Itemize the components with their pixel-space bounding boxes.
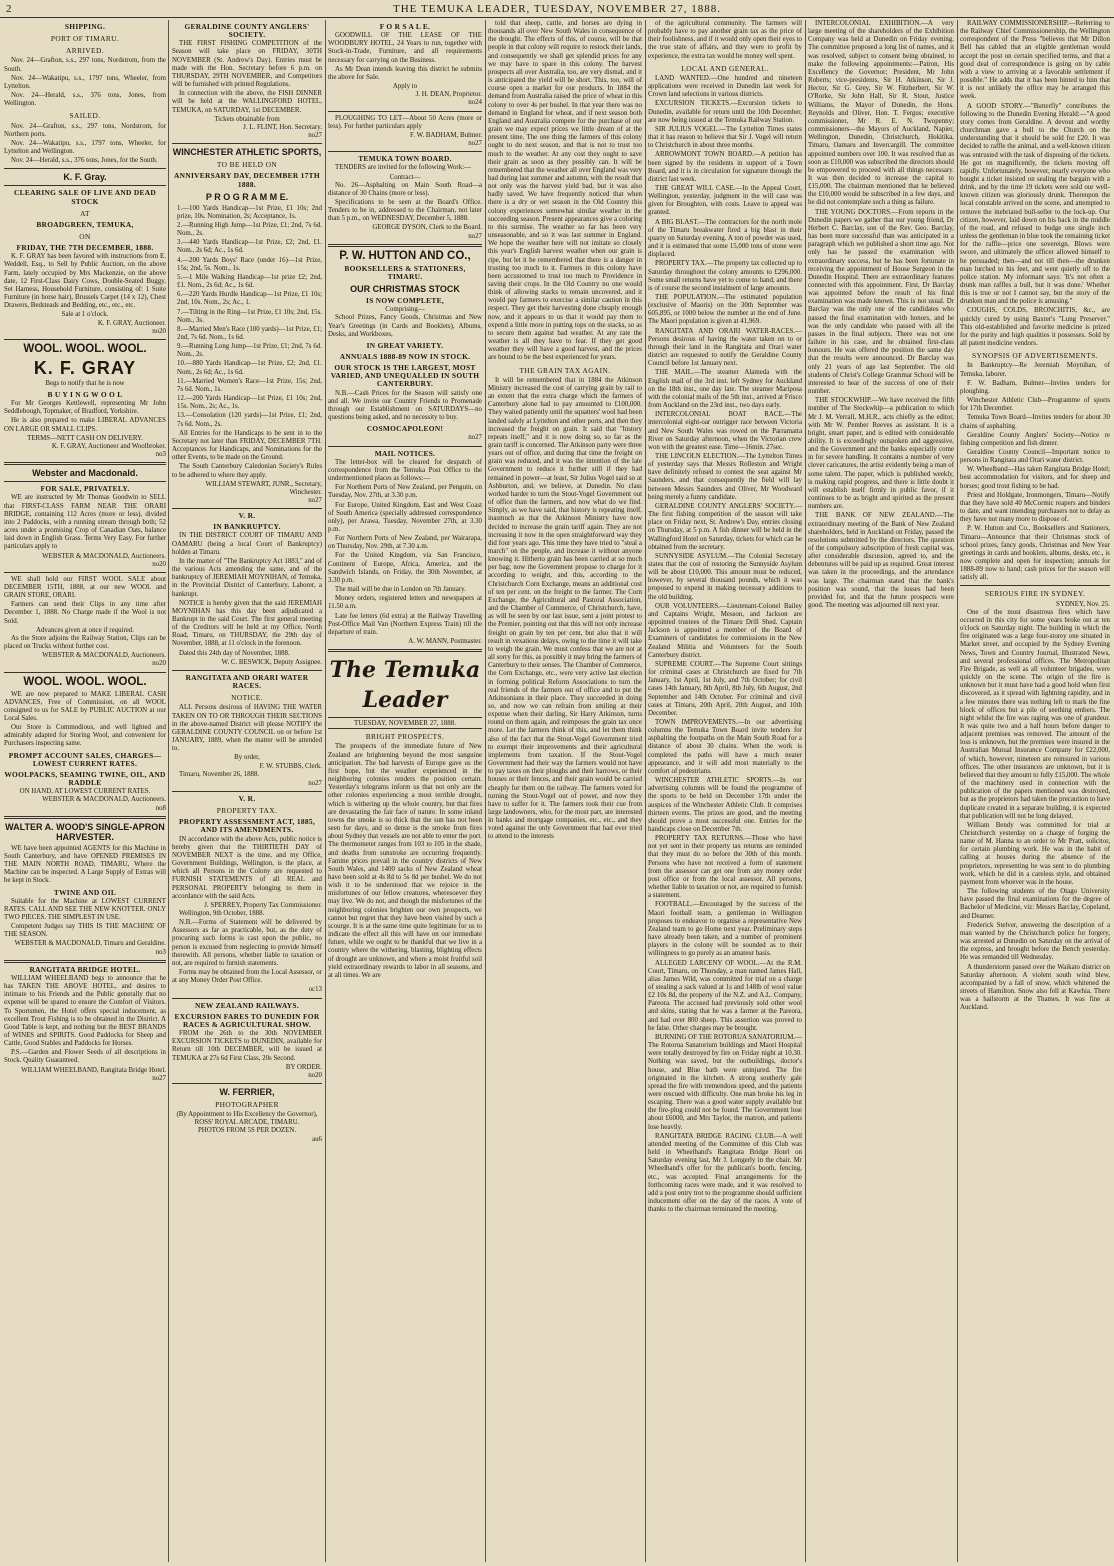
paragraph: For Northern Ports of New Zealand, per Wairarapa, on Thursday, Nov. 29th, at 7.30 a.m. — [328, 535, 482, 551]
signature: WEBSTER & MACDONALD, Auctioneers. — [42, 652, 166, 660]
rule — [4, 185, 166, 186]
column-1 — [4, 20, 166, 1562]
centered-line: (By Appointment to His Excellency the Governor), — [176, 1111, 318, 1119]
heading: WOOLPACKS, SEAMING TWINE, OIL, AND RADDLE — [4, 769, 166, 788]
centered-line: PHOTOS FROM 5S PER DOZEN. — [197, 1127, 297, 1135]
programme-item: 2.—Running High Jump—1st Prize, £1; 2nd, 7s 6d. Nom., 2s. — [177, 221, 322, 238]
signature: GEORGE DYSON, Clerk to the Board. — [372, 224, 482, 232]
signature: WILLIAM STEWART, JUNR., Secretary, Winchester. — [205, 480, 322, 496]
paragraph: A BIG BLAST.—The contractors for the north mole of the Timaru breakwater fired a big blast in their quarry on Saturday evening. A ton of powder was used, and it is estimated that some 15,000 tons of stone were displaced. — [648, 218, 802, 259]
centered-line: Apply to — [392, 83, 418, 91]
heading: NEW ZEALAND RAILWAYS. — [195, 1000, 299, 1010]
subheading: SERIOUS FIRE IN SYDNEY. — [984, 589, 1086, 599]
paragraph: SIR JULIUS VOGEL.—The Lyttelton Times states that it has reason to believe that Sir J. Vogel will return to Christchurch in about three months. — [648, 125, 802, 150]
paragraph: Nov. 24—Wakatipu, s.s., 1797 tons, Wheeler, for Lyttelton and Wellington. — [4, 139, 166, 156]
paragraph: THE YOUNG DOCTORS.—From reports in the Dunedin papers we gather that our young friend, Dr Herbert C. Barclay, son of the Rev. Geo. Barclay, has been more successful than was anticipated in a paragraph which we published a short time ago. Not only has he passed the examination with extraordinary success, but he has been fortunate in receiving the appointment of House Surgeon in the Dunedin Hospital. There are extraordinary features connected with this appointment. First, Dr Barclay was appointed before the result of his final examination was made known. This is not usual. Dr Barclay was the only one of the candidates who passed the final examination with honors, and he was the only candidate who passed with all the passes in the final subjects. There was not one failure in his case, and he obtained first-class honours. He was offered the position the same day that the results were announced. Dr Barclay was only 21 years of age last September. The old students of Christ's College Grammar School will be interested to hear of the success of one of their number. — [808, 208, 954, 396]
ad-code: no27 — [308, 132, 322, 140]
programme-item: 1.—100 Yards Handicap—1st Prize, £1 10s; 2nd prize, 10s. Nomination, 2s; Acceptance, 1s. — [177, 204, 322, 220]
paragraph: Nov. 24—Grafton, s.s., 297 tons, Nordstrom, from the South. — [4, 57, 166, 73]
display-name: K. F. GRAY — [33, 357, 137, 378]
signature: BY ORDER. — [285, 1063, 322, 1071]
paragraph: Competent Judges say THIS IS THE MACHINE OF THE SEASON. — [4, 923, 166, 939]
paragraph: FROM the 26th to the 30th NOVEMBER EXCURSION TICKETS to DUNEDIN, available for Return till 10th DECEMBER, will be issued at TEMUKA at 27s 6d First Class, 20s Second. — [172, 1030, 322, 1062]
ad-code: no20 — [152, 327, 166, 335]
column-divider — [485, 20, 486, 1562]
heading: ANNUALS 1888-89 NOW IN STOCK. — [339, 352, 471, 361]
signature: J. H. DEAN, Proprietor. — [415, 91, 482, 99]
header-rule — [0, 17, 1114, 18]
signature: J. L. FLINT, Hon. Secretary. — [243, 123, 322, 131]
rule — [328, 244, 482, 247]
paragraph: ALL Persons desirous of HAVING THE WATER TAKEN ON TO OR THROUGH THEIR SECTIONS in the above-named District will please NOTIFY the GERALDINE COUNTY COUNCIL on or before 1st JANUARY, 1889, when the matter will be attended to. — [172, 704, 322, 753]
paragraph: F. W. Badham, Bulmer—Invites tenders for ploughing. — [960, 379, 1110, 395]
programme-item: 9.—Running Long Jump—1st Prize, £1; 2nd, 7s 6d. Nom., 2s. — [177, 343, 322, 359]
paragraph: SUNNYSIDE ASYLUM.—The Colonial Secretary states that the cost of restoring the Sunnyside Asylum will be about £10,000. This amount must be reduced, however, by several thousand pounds, which it was proposed to expend in making necessary additions to the old building. — [648, 552, 802, 601]
heading: B U Y I N G W O O L — [47, 390, 123, 399]
ad-code: no24 — [468, 99, 482, 107]
paragraph: WE have been appointed AGENTS for this Machine in South Canterbury, and have OPENED PREMISES IN THE MAIN NORTH ROAD, TIMARU, Where the Machine can be inspected. A Large Supply of Extras will be kept in Stock. — [4, 844, 166, 885]
paragraph: BURNING OF THE ROTORUA SANATORIUM.—The Rotorua Sanatorium buildings and Maori Hospital were totally destroyed by fire on Friday night at 10.30. Nothing was saved, but the outbuildings, doctor's house, and Blue bath were uninjured. The fire originated in the kitchen. A strong southerly gale spread the fire with tremendous speed, and the patients were rescued with difficulty. One man broke his leg in escaping. There was a good water supply available but the fire-plug could not be found. The Government lose about £6000, and Mrs Taylor, the matron, and patients lose heavily. — [648, 1033, 802, 1131]
paragraph: Late fee letters (6d extra) at the Railway Travelling Post-Office Mail Van (Northern Express Train) till the departure of train. — [328, 612, 482, 636]
paragraph: WE are now prepared to MAKE LIBERAL CASH ADVANCES, Free of Commission, on all WOOL consigned to us for SALE by PUBLIC AUCTION at our Local Sales. — [4, 690, 166, 722]
rule — [4, 339, 166, 340]
heading: ANNIVERSARY DAY, DECEMBER 17TH 1888. — [174, 171, 320, 189]
heading: COSMOCAPOLEON! — [366, 424, 444, 434]
rule — [328, 151, 482, 152]
rule — [4, 816, 166, 819]
subheading: ON — [79, 231, 91, 241]
rule — [960, 585, 1110, 586]
rule — [172, 508, 322, 509]
paragraph: Specifications to be seen at the Board's Office. Tenders to be in, addressed to the Chairman, not later than 5 p.m., on WEDNESDAY, December 5, 1888. — [328, 198, 482, 223]
column-divider — [168, 20, 169, 1562]
paragraph: In connection with the above, the FISH DINNER will be held at the WALLINGFORD HOTEL, TEMUKA, on SATURDAY, 1st DECEMBER. — [172, 90, 322, 114]
paragraph: ALLEGED LARCENY OF WOOL.—At the R.M. Court, Timaru, on Thursday, a man named James Hall, alias James Wild, was committed for trial on a charge of stealing a sack valued at 1s and 148lb of wool value £2 10s 8d, the property of the N.Z. and A.L. Company, Pareora. The accused had previously sold other wool and skins, stating that he was a farmer at the Pareora, and had over 800 sheep. This assertion was proved to be false. Other charges may be brought. — [648, 959, 802, 1032]
signature: WEBSTER & MACDONALD, Auctioneers. — [42, 796, 166, 804]
paragraph: WILLIAM WHEELBAND begs to announce that he has TAKEN THE ABOVE HOTEL, and desires to intimate to his Friends and the Public generally that no expense will be spared to ensure the Comfort of Visitors. To Sportsmen, the Hotel offers special inducement, as excellent Trout Fishing is to be obtained in the District. A Good Table is kept, and nothing but the BEST BRANDS of WINES and SPIRITS. Good Paddocks for Sheep and Cattle, Good Stables and Paddocks for Horses. — [4, 974, 166, 1048]
paragraph: The letter-box will be cleared for despatch of correspondence from the Temuka Post Office to the undermentioned places as follows:— — [328, 458, 482, 483]
ad-code: no3 — [155, 948, 166, 956]
paragraph: ARROWMONT TOWN BOARD.—A petition has been signed by the residents in support of a Town Board, and it is in circulation for signature through the district last week. — [648, 151, 802, 183]
paragraph: For Mr Georges Kettlewell, representing Mr John Seddlebough, Topmaker, of Bradford, Yorkshire. — [4, 400, 166, 416]
rule — [4, 168, 166, 169]
ad-code: no27 — [468, 140, 482, 148]
page-header — [0, 0, 1114, 18]
paragraph: William Bendy was committed for trial at Christchurch yesterday on a charge of forging the name of M. Hanna to an order to Mr Pratt, solicitor, for certain plumbing work. He was in the habit of calling at houses during the absence of the proprietors, representing he was sent to do plumbing work, which he did in a careless style, and obtained payment from whoever was in the house. — [960, 821, 1110, 886]
paragraph: COUGHS, COLDS, BRONCHITIS, &c., are quickly cured by using Baxter's "Lung Preserver." This old-established and favorite medicine is prized for the purity and high qualities it possesses. Sold by all patent medicine vendors. — [960, 307, 1110, 348]
signature: K. F. GRAY, Auctioneer and Woolbroker. — [51, 442, 166, 450]
paragraph: Our Store is Commodious, and well lighted and admirably adapted for Storing Wool, and convenient for Purchasers inspecting same. — [4, 724, 166, 748]
paragraph: THE GREAT WILL CASE.—In the Appeal Court, Wellington, yesterday, judgment in the will case was given for Broughton, with costs. Leave to appeal was granted. — [648, 184, 802, 217]
programme-item: 8.—Married Men's Race (100 yards)—1st Prize, £1; 2nd, 7s 6d. Nom., 1s 6d. — [177, 325, 322, 341]
display-heading: WALTER A. WOOD'S SINGLE-APRON HARVESTER. — [5, 821, 165, 842]
ad-code: oc13 — [308, 986, 322, 994]
running-title: THE TEMUKA LEADER, TUESDAY, NOVEMBER 27, 1888. — [393, 3, 721, 15]
programme-item: 12.—200 Yards Handicap—1st Prize, £1 10s; 2nd, 15s. Nom., 2s; Ac., 1s. — [177, 395, 322, 411]
heading: FOR SALE, PRIVATELY. — [40, 484, 130, 494]
paragraph: of the agricultural community. The farmers will probably have to pay another grain tax as the price of their foolishness, and if it would only open their eyes to the true state of affairs, and they were to profit by experience, the extra tax would be money well spent. — [648, 20, 802, 60]
subheading: THE GRAIN TAX AGAIN. — [519, 365, 611, 375]
heading: TWINE AND OIL — [53, 887, 117, 897]
signature: F. W. BADHAM, Bulmer. — [410, 131, 482, 139]
paragraph: The following students of the Otago University have passed the final examinations for the degree of Bachelor of Medicine, viz: Messrs Barclay, Copeland, and Deamer. — [960, 888, 1110, 920]
ad-code: no27 — [308, 779, 322, 787]
paragraph: Nov. 24—Herald, s.s., 376 tons, Jones, from Wellington. — [4, 92, 166, 108]
paragraph: Nov. 24—Grafton, s.s., 297 tons, Nordstrom, for Northern ports. — [4, 122, 166, 138]
paragraph: NOTICE is hereby given that the said JEREMIAH MOYNIHAN has this day been adjudicated a Bankrupt in the said Court. The first general meeting of the Creditors will be held at my Office, North Road, Timaru, on THURSDAY, the 29th day of November, 1888, at 11 o'clock in the forenoon. — [172, 599, 322, 648]
subheading: NOTICE. — [231, 693, 263, 703]
paragraph: RANGITATA AND ORARI WATER-RACES.—Persons desirous of having the water taken on to or through their land in the Rangitata and Orari water district are requested to notify the Geraldine County Council before 1st January next. — [648, 327, 802, 368]
heading: IS NOW COMPLETE, — [366, 296, 444, 306]
ad-code: no20 — [308, 1071, 322, 1079]
centered-line: Begs to notify that he is now — [45, 379, 125, 387]
heading: OUR STOCK IS THE LARGEST, MOST VARIED, AND UNEQUALLED IN SOUTH CANTERBURY. — [330, 363, 480, 389]
heading: MAIL NOTICES. — [374, 448, 436, 458]
column-divider — [805, 20, 806, 1562]
subheading: TO BE HELD ON — [216, 160, 278, 170]
paragraph: K. F. GRAY has been favored with instructions from E. Weddell, Esq., to Sell by Public Auction, on the above Farm, lately occupied by Mrs Mackenzie, on the above date, 12 First-Class Dairy Cows, Double-Seated Buggy, Set Harness, Household Furniture, consisting of: 1 Suite Furniture (in horse hair), Brussels Carpet (14 x 12), Chest Drawers, Bedsteads and Bedding, etc., etc., etc. — [4, 253, 166, 310]
rule — [172, 670, 322, 671]
paragraph: N.B.—Forms of Statement will be delivered by Assessors as far as practicable, but, as the duty of procuring such forms is cast upon the public, no person is excused from neglecting to provide himself therewith. All persons, whether liable to taxation or not, are required to furnish statements. — [172, 919, 322, 967]
paragraph: Nov. 24—Herald, s.s., 376 tons, Jones, for the South. — [11, 157, 158, 165]
paragraph: Forms may be obtained from the Local Assessor, or at any Money Order Post Office. — [172, 969, 322, 985]
subheading: PORT OF TIMARU. — [50, 34, 120, 44]
signature: WEBSTER & MACDONALD, Auctioneers. — [42, 552, 166, 560]
subheading: BRIGHT PROSPECTS. — [365, 732, 445, 742]
paragraph: The mail will be due in London on 7th January. — [335, 586, 466, 594]
rule — [172, 143, 322, 144]
paragraph: It will be remembered that in 1884 the Atkinson Ministry increased the cost of carrying grain by rail to an extent that the extra charge which the farmers of Canterbury alone had to pay amounted to £100,000. They waited patiently until the squatters' wool had been landed safely at Lyttelton and other ports, and then they increased the freight on grain. It said that "history repeats itself," and it is now doing so, so far as the grain tariff is concerned. The Atkinson party were three years out of office, and during that time the freight on grain was reduced, and it was the intention of the late Government to reduce it further still if they had remained in power—at least, Sir Julius Vogel said so at Ashburton, and, we believe, at Dunedin. No class worked harder to turn the Stout-Vogel Government out of office than the farmers, and now what do we find. Simply, as we have said, that history is repeating itself, inasmuch as that the Atkinson Ministry have now decided to increase the grain tariff again. They are not increasing it now in the open straightforward way they did four years ago. This time they have tried to "steal a march" on the people, and increase it without anyone knowing it. Hitherto grain has been carried at so much per bag; now the Government propose to charge for it according to weight, and this, according to the Christchurch Corn Exchange, means an additional cost of ten per cent. on the freight to the farmer. The Corn Exchange, the Agricultural and Pastoral Association, and the Chamber of Commerce, of Christchurch, have, as will be seen by our last issue, sent a joint protest to the Premier, pointing out that this will not only increase freight on grain by ten per cent, but also that it will result in vexatious delays, owing to the time it will take to weigh the grain. We must confess that we are not at all sorry for this, as possibly it may bring the farmers of Canterbury to their senses. The Chamber of Commerce, the Corn Exchange, etc., were very active last election in forming political Reform Associations to turn the real friends of the farmers out of office and to put the Atkinsonians in their place. They succeeded in doing so, and now we can refrain from smiling at their expense when their darling, Sir Harry Atkinson, turns round on them again, and reimposes the grain tax once more. Let the farmers think of this, and let them think also of the fact that the Stout-Vogel Government tried to exempt their improvements and their agricultural implements from taxation. If the Stout-Vogel Government had their way the farmers would not have to pay taxes on their ploughs and their harrows, or their houses or their fences, and their grain would be carried cheaply for them on the railway. The farmers voted for turning the Stout-Vogel out of power, and now they have to suffer for it. The farmers took their cue from large landowners, who, for the most part, are interested in banks and mortgage companies, etc., etc., and they voted against the only Government that had ever tried to attend to the interests — [488, 376, 642, 841]
rule — [172, 1083, 322, 1084]
paragraph: As Mr Dean intends leaving this district he submits the above for Sale. — [328, 65, 482, 81]
paragraph: WE are instructed by Mr Thomas Goodwin to SELL that FIRST-CLASS FARM NEAR THE ORARI BRIDGE, containing 112 Acres (more or less), divided into 2 Paddocks, with a running stream through both; 52 acres under a promising Crop of Canadian Oats, balance laid down in English Grass. Terms Very Easy. For further particulars apply to — [4, 494, 166, 551]
column-divider — [325, 20, 326, 1562]
paragraph: TOWN IMPROVEMENTS.—In our advertising columns the Temuka Town Board invite tenders for asphalting the footpaths on the Main South Road for a distance of about 30 chains. When the work is completed the paths will have a much neater appearance, and it will add most materially to the comfort of pedestrians. — [648, 718, 802, 775]
rule — [4, 481, 166, 482]
ad-code: no20 — [152, 560, 166, 568]
paragraph: In the matter of "The Bankruptcy Act 1883," and of the various Acts amending the same, and of the bankruptcy of JEREMIAH MOYNIHAN, of Temuka, in the Provincial District of Canterbury, Laborer, a bankrupt. — [172, 557, 322, 598]
paragraph: All Entries for the Handicaps to be sent in to the Secretary not later than FRIDAY, DECEMBER 7TH. Acceptances for Handicaps, and Nominations for the other Events, to be made on the Ground. — [172, 429, 322, 462]
paragraph: THE BANK OF NEW ZEALAND.—The extraordinary meeting of the Bank of New Zealand shareholders, held in Auckland on Friday, passed the resolutions submitted by the directors. The question of the compulsory subscription of fresh capital was, after considerable discussion, agreed to, and the debentures will be paid up as required. Great interest was taken in the proceedings, and the attendance was large. The chairman stated that the bank's position was sound, that the losses had been provided for, and that the future prospects were good. The meeting was adjourned till next year. — [808, 512, 954, 610]
paragraph: EXCURSION TICKETS.—Excursion tickets to Dunedin, available for return until the 10th December, are now being issued at the Temuka Railway Station. — [648, 100, 802, 124]
centered-line: Advances given at once if required. — [36, 626, 134, 634]
paragraph: The prospects of the immediate future of New Zealand are brightening beyond the most sanguine anticipation. The bad harvests of Europe gave us the first hope, but the weather experienced in the neighboring colonies renders the position certain. Yesterday's telegrams inform us that not only are the other colonies experiencing a most terrible drought, which is withering up the whole country, but that fires are devastating the fair face of nature. In some inland towns the smoke is so thick that the sun has not been seen for days, and so dense is the smoke from fires about Sydney that vessels are not able to enter the port. The thermometer ranges from 103 to 105 in the shade, and deaths from sunstroke are occurring frequently. Famine prices prevail in the country districts of New South Wales, and 1400 sacks of New Zealand wheat have been sold at 4s 8d to 5s 8d per bushel. We do not wish it to be understood that we rejoice in the misfortunes of our fellow creatures, wheresoever they may live. We do not, and though the misfortunes of the neighboring colonies brighten our own prospects, we cannot but regret that they have been visited by such a scourge. It is at the same time quite legitimate for us to indicate the effect all this will have on our immediate future, while we ought to be thankful that we live in a country where the withering, blasting, blighting effects of drought are unknown, and where a moist fruitful soil yield extraordinary rewards to labor in all seasons, and at all times. We are — [328, 743, 482, 979]
heading: TEMUKA TOWN BOARD. — [358, 154, 452, 164]
ad-code: no3 — [155, 451, 166, 459]
subheading: AT — [80, 208, 90, 218]
programme-item: 6.—220 Yards Hurdle Handicap—1st Prize, £1 10s; 2nd, 10s. Nom., 2s; Ac., 1. — [177, 291, 322, 307]
paragraph: SUPREME COURT.—The Supreme Court sittings for criminal cases at Christchurch are fixed for 7th January, 1st April, 1st July, and 7th October; for civil cases 14th January, 8th April, 8th July, 6th August, 2nd September and 14th October. For criminal and civil cases at Timaru, 20th April, 20th August, and 10th December. — [648, 660, 802, 717]
subheading: LOCAL AND GENERAL. — [681, 63, 769, 73]
paragraph: N.B.—Cash Prices for the Season will satisfy one and all. We invite our Country Friends to Promenade through our Establishment on SATURDAYS—no questions being asked, and no necessity to buy. — [328, 389, 482, 422]
paragraph: As the Store adjoins the Railway Station, Clips can be placed on Trucks without further cost. — [4, 634, 166, 651]
paragraph: Winchester Athletic Club—Programme of sports for 17th December. — [960, 397, 1110, 413]
display-heading: WINCHESTER ATHLETIC SPORTS, — [172, 147, 322, 158]
rule — [172, 791, 322, 792]
rule — [4, 672, 166, 673]
paragraph: Wellington, 9th October, 1888. — [179, 910, 265, 917]
heading: BROADGREEN, TEMUKA, — [36, 219, 134, 229]
programme-item: 3.—440 Yards Handicap—1st Prize, £2; 2nd, £1. Nom., 2s 6d; Ac., 1s 6d. — [177, 239, 322, 255]
paragraph: THE LINCOLN ELECTION.—The Lyttelton Times of yesterday says that Messrs Rolleston and Wright have definitely refused to contest the seat against Mr Saunders, and that consequently the field will lay between Messrs Saunders and Oliver, Mr Woodward being merely a funny candidate. — [648, 452, 802, 501]
programme-item: 10.—880 Yards Handicap—1st Prize, £2; 2nd, £1. Nom., 2s 6d; Ac., 1s 6d. — [177, 360, 322, 376]
paragraph: IN accordance with the above Acts, public notice is hereby given that the THIRTIETH DAY of NOVEMBER NEXT is the time, and my Office, Government Buildings, Wellington, is the place, at which all Persons in the Colony are requested to FURNISH STATEMENTS of all REAL and PERSONAL PROPERTY belonging to them in accordance with the said Acts. — [172, 835, 322, 900]
subheading: PHOTOGRAPHER — [215, 1099, 279, 1109]
programme-item: 5.—1 Mile Walking Handicap—1st prize £2; 2nd, £1. Nom., 2s 6d; Ac., 1s 6d. — [177, 273, 322, 290]
signature: J. SPERREY, Property Tax Commissioner. — [204, 901, 322, 909]
paragraph: FOOTBALL.—Encouraged by the success of the Maori football team, a gentleman in Wellington proposes to endeavor to organise a representative New Zealand team to go Home next year. Preliminary steps have already been taken, and a number of prominent players in the colony will be sounded as to their willingness to go purely as an amateur basis. — [648, 901, 802, 958]
subheading: SAILED. — [69, 111, 101, 121]
ad-code: no27 — [152, 1074, 166, 1082]
rule — [4, 462, 166, 465]
programme-item: 4.—200 Yards Boys' Race (under 16)—1st Prize, 15s; 2nd, 5s. Nom., 1s. — [177, 256, 322, 272]
centered-line: By order, — [234, 754, 260, 762]
ad-code: no20 — [152, 660, 166, 668]
paragraph: For Europe, United Kingdom, East and West Coast of South America (specially addressed correspondence only), per Arawa, Tuesday, November 27th, at 3.30 p.m. — [328, 501, 482, 533]
rule — [172, 998, 322, 999]
column-2 — [172, 20, 322, 1562]
subheading: ARRIVED. — [66, 46, 104, 56]
heading: SHIPPING. — [64, 22, 106, 31]
ad-code: no27 — [468, 434, 482, 442]
ad-code: no27 — [308, 496, 322, 504]
paragraph: Nov. 24—Wakatipu, s.s., 1797 tons, Wheeler, from Lyttelton. — [4, 74, 166, 90]
centered-line: Sale at 1 o'clock. — [61, 311, 109, 319]
paragraph: GERALDINE COUNTY ANGLERS' SOCIETY.—The first fishing competition of the season will take place on Friday next, St. Andrew's Day, entries closing on Thursday, at 5 p.m. A fish dinner will be held in the Wallingford Hotel on Saturday, tickets for which can be obtained from the secretary. — [648, 502, 802, 551]
paragraph: INTERCOLONIAL BOAT RACE.—The intercolonial eight-oar outrigger race between Victoria and New South Wales was rowed on the Parramatta River on Saturday afternoon, when the Victorian crew won with the greatest ease. Time—16min. 27sec. — [648, 411, 802, 451]
paragraph: The South Canterbury Caledonian Society's Rules to be adhered to where they apply. — [172, 463, 322, 479]
heading: RANGITATA AND ORARI WATER RACES. — [185, 672, 309, 691]
heading: F O R S A L E. — [379, 22, 431, 31]
programme-item: 11.—Married Women's Race—1st Prize, 15s; 2nd, 7s 6d. Nom., 1s. — [177, 377, 322, 393]
heading: EXCURSION FARES TO DUNEDIN FOR RACES & AGRICULTURAL SHOW. — [174, 1011, 320, 1029]
paragraph: PLOUGHING TO LET—About 50 Acres (more or less). For further particulars apply — [328, 114, 482, 130]
subheading: SYNOPSIS OF ADVERTISEMENTS. — [972, 351, 1098, 361]
paragraph: P. W. Hutton and Co., Booksellers and Stationers, Timaru—Announce that their Christmas stock of school prizes, fancy goods, Christmas and New Year greetings in cards and booklets, albums, desks, etc., is now complete and open for inspection; annuals for 1888-89 now to hand; cash prices for the season will satisfy all. — [960, 525, 1110, 582]
centered-line: TERMS—NETT CASH ON DELIVERY. — [27, 434, 143, 442]
paragraph: For Northern Ports of New Zealand, per Penguin, on Tuesday, Nov. 27th, at 3.30 p.m. — [328, 484, 482, 500]
paragraph: Farmers can send their Clips in any time after December 1, 1888. No Charge made if the Wool is not Sold. — [4, 601, 166, 625]
paragraph: LAND WANTED.—One hundred and nineteen applications were received in Dunedin last week for Crown land selections in various districts. — [648, 74, 802, 99]
signature: W. C. BESWICK, Deputy Assignee. — [221, 658, 322, 666]
display-heading: Webster and Macdonald. — [32, 468, 138, 479]
paragraph: For the United Kingdom, via San Francisco, Continent of Europe, Africa, America, and the Sandwich Islands, on Friday, the 30th November, at 3.30 p.m. — [328, 552, 482, 584]
paragraph: Suitable for the Machine at LOWEST CURRENT RATES. CALL AND SEE THE NEW KNOTTER. ONLY TWO PIECES. THE SIMPLEST IN USE. — [4, 897, 166, 921]
paragraph: P.S.—Garden and Flower Seeds of all descriptions in Stock. Quality Guaranteed. — [4, 1049, 166, 1065]
heading: V. R. — [238, 511, 256, 521]
heading: IN BANKRUPTCY. — [213, 522, 281, 532]
rule — [328, 649, 482, 652]
centered-line: Tickets obtainable from — [214, 115, 280, 123]
paragraph: One of the most disastrous fires which have occurred in this city for some years broke out at ten o'clock on Saturday night. The building in which the fire originated was a large four-storey one situated in Market street, and occupied by the Sydney Evening News, Town and Country Journal, Illustrated News, and several professional offices. The Metropolitan Fire Brigade, as well as all volunteer brigades, were quickly on the scene. The origin of the fire is unknown but it must have had a good hold when first discovered, as it spread with lightning rapidity, and in a few minutes there was nothing left to mark the fine block of offices but a pile of seething embers. The night whilst the fire was raging was one of grandeur. It was quite two and a half hours before danger to adjacent premises was removed. The amount of the loss is unknown, but the premises were insured in the Australian Mutual Insurance Company for £22,000, of which, however, nineteen are reinsured in various offices. The other insurances are unknown, but it is believed that they amount to fully £15,000. The whole of the machinery used in connection with the publication of the papers mentioned was destroyed, but as the proprietors had taken the precaution to have duplicate created in a separate building, it is expected that publication will not be long delayed. — [960, 608, 1110, 820]
paragraph: RANGITATA BRIDGE RACING CLUB.—A well attended meeting of the Committee of this Club was held in Wheelband's Rangitata Bridge Hotel on Saturday evening last, Mr J. Longerly in the chair. Mr Wheelband's offer for the publican's booth, fencing, etc., was accepted. Final arrangements for the forthcoming races were made, and it was resolved to add a post entry trot to the programme should sufficient inducement offer on the day of the races. A vote of thanks to the chairman terminated the meeting. — [648, 1132, 802, 1214]
paragraph: No. 26—Asphalting on Main South Road—a distance of 30 Chains (more or less). — [328, 181, 482, 197]
issue-date: TUESDAY, NOVEMBER 27, 1888. — [328, 717, 482, 729]
paragraph: INTERCOLONIAL EXHIBITION.—A very large meeting of the shareholders of the Exhibition Company was held at Dunedin on Friday evening. The committee proposed a long list of names, and it was resolved, subject to consent being obtained, to make the following appointments:—Patron, His Excellency the Governor; President, Mr John Roberts; vice-presidents, Sir H. Atkinson, Sir J. Hector, Sir G. Grey, Sir W. Fitzherbert, Sir W. O'Rorke, Sir John Hall, Sir R. Stout, Justice Williams, the Mayor of Dunedin, the Hons. Reynolds and Oliver, Hon. T. Fergus; executive commissioner, Mr R. E. N. Twopenny; commissioners—the Mayors of Auckland, Napier, Wellington, Dunedin, Christchurch, Hokitika, Timaru, Oamaru and Invercargill. The committee appointed numbers over 100. It was resolved that as soon as £10,000 was subscribed the directors should be empowered to proceed with all things necessary. It was then decided to increase the capital to £15,000. The chairman mentioned that he believed the £10,000 would be subscribed in a few days, and he did not contemplate such a thing as failure. — [808, 20, 954, 207]
column-divider — [957, 20, 958, 1562]
paragraph: A GOOD STORY.—"Butterfly" contributes the following to the Dunedin Evening Herald:—"A good story comes from Geraldine. A devout and worthy churchman gave a bull to the Church on the understanding that it should be sold for £20. It was decided to raffle the animal, and a well-known citizen was entrusted with the task of disposing of the tickets. He got on magnificently, the tickets moving off rapidly. Unfortunately, however, nearly everyone who bought a ticket insisted on sealing the bargain with a drink, and by the time 19 tickets were sold our well-known citizen was gloriously drunk. Thereupon the local constable arrived on the scene, and attempted to remove the inebriated bull-seller to the lock-up. Our citizen, however, laid down on his back in the middle of the road, and refused to budge one single inch unless the gentleman in blue took the remaining ticket for the raffle—price one sovereign. Blows were swore, and ultimately the officer allowed himself to be persuaded; then—and not till then—the drunken man lurched to his feet, and went quietly off to the police station. My informant says: 'It's not often a drunk man raffles a bull, but it was done.' Whether this is true or not I cannot say, but the story of the drunken man and the police is amusing." — [960, 102, 1110, 306]
column-6 — [808, 20, 954, 1562]
paragraph: THE MAIL.—The steamer Alameda with the English mail of the 3rd inst. left Sydney for Auckland on the 18th inst., one day late. The steamer Mariposa with the colonial mails of the 5th inst., arrived at Frisco from Auckland on the 23rd inst., two days early. — [648, 369, 802, 410]
display-heading: OUR CHRISTMAS STOCK — [350, 284, 460, 295]
signature: SYDNEY, Nov. 25. — [1056, 600, 1110, 608]
paragraph: PROPERTY TAX.—The property tax collected up to Saturday throughout the colony amounts to £296,000. Some small returns have yet to come to hand, and there is of course the second instalment of large amounts. — [648, 260, 802, 292]
heading: PROMPT ACCOUNT SALES, CHARGES—LOWEST CURRENT RATES. — [8, 750, 162, 768]
heading: GERALDINE COUNTY ANGLERS' SOCIETY. — [184, 22, 310, 40]
centered-line: ON HAND, AT LOWEST CURRENT RATES. — [19, 788, 151, 796]
rule — [328, 446, 482, 447]
centered-line: ROSS' ROYAL ARCADE, TIMARU. — [194, 1119, 300, 1127]
programme-item: 13.—Consolation (120 yards)—1st Prize, £1; 2nd, 7s 6d. Nom., 2s. — [177, 412, 322, 428]
centered-line: Contract— — [389, 173, 421, 181]
display-heading: K. F. Gray. — [63, 172, 107, 183]
paragraph: WINCHESTER ATHLETIC SPORTS.—In our advertising columns will be found the programme of the sports to be held on December 17th under the auspices of the Winchester Athletic Club. It comprises thirteen events. The prizes are good, and the meeting should prove a most successful one. Entries for the handicaps close on December 7th. — [648, 777, 802, 833]
centered-line: Comprising— — [385, 306, 425, 314]
signature: F. W. STUBBS, Clerk. — [259, 762, 322, 770]
signature: A. W. MANN, Postmaster. — [408, 638, 482, 645]
column-3 — [328, 20, 482, 1562]
subheading: PROPERTY TAX. — [216, 806, 278, 816]
rule — [4, 960, 166, 963]
newspaper-masthead: The Temuka Leader — [329, 657, 481, 714]
paragraph: In Bankruptcy—Re Jeremiah Moynihan, of Temuka, laborer. — [960, 362, 1110, 378]
paragraph: TENDERS are invited for the following Work:— — [335, 164, 471, 172]
heading: BOOKSELLERS & STATIONERS, TIMARU. — [344, 263, 466, 281]
paragraph: GOODWILL OF THE LEASE OF THE WOODBURY HOTEL, 24 Years to run, together with Stock-in-Trade, Furniture, and all requirements necessary for carrying on the Business. — [328, 32, 482, 64]
display-heading: P R O G R A M M E. — [205, 191, 289, 202]
ad-code: au6 — [312, 1135, 322, 1143]
page-number: 2 — [6, 3, 13, 15]
heading: CLEARING SALE OF LIVE AND DEAD STOCK — [14, 188, 156, 206]
paragraph: W. Wheelband—Has taken Rangitata Bridge Hotel; best accommodation for visitors, and for sheep and horses; good trout fishing to be had. — [960, 466, 1110, 490]
signature: WEBSTER & MACDONALD, Timaru and Geraldine. — [14, 940, 166, 948]
column-7 — [960, 20, 1110, 1562]
rule — [4, 572, 166, 573]
heading: RANGITATA BRIDGE HOTEL. — [29, 964, 141, 974]
paragraph: THE POPULATION.—The estimated population (exclusive of Maoris) on the 30th September was 605,895, or 1000 below the number at the end of June. The Maori population is given at 41,969. — [648, 294, 802, 326]
paragraph: He is also prepared to make LIBERAL ADVANCES ON LARGE OR SMALL CLIPS. — [4, 417, 166, 433]
column-4 — [488, 20, 642, 1562]
paragraph: PROPERTY TAX RETURNS.—Those who have not yet sent in their property tax returns are reminded that they must do so before the 30th of this month. Persons who have not received a form of statement from the assessor can get one from any money order post office or from the local assessor. All persons, whether liable to taxation or not, are required to furnish a statement. — [648, 835, 802, 900]
column-divider — [645, 20, 646, 1562]
heading: IN GREAT VARIETY. — [366, 340, 444, 350]
heading: PROPERTY ASSESSMENT ACT, 1885, AND ITS AMENDMENTS. — [178, 817, 316, 835]
paragraph: Money orders, registered letters and newspapers at 11.50 a.m. — [328, 595, 482, 611]
signature: K. F. GRAY, Auctioneer. — [97, 319, 166, 327]
paragraph: THE FIRST FISHING COMPETITION of the Season will take place on FRIDAY, 30TH NOVEMBER (St. Andrew's Day). Entries must be made with the Hon. Secretary before 6 p.m. on THURSDAY, 29TH NOVEMBER, and Competitors will be furnished with printed Regulations. — [172, 40, 322, 89]
paragraph: WE shall hold our FIRST WOOL SALE about DECEMBER 15TH, 1888, at our new WOOL and GRAIN STORE, ORARI. — [4, 575, 166, 600]
display-heading: WOOL. WOOL. WOOL. — [23, 342, 147, 355]
display-heading: P. W. HUTTON AND CO., — [339, 249, 471, 262]
display-heading: WOOL. WOOL. WOOL. — [23, 675, 147, 688]
programme-item: 7.—Tilting in the Ring—1st Prize, £1 10s; 2nd, 15s. Nom., 3s. — [177, 308, 322, 324]
paragraph: Temuka Town Board—Invites tenders for about 30 chains of asphalting. — [960, 414, 1110, 430]
paragraph: Dated this 24th day of November, 1888. — [179, 649, 290, 657]
paragraph: Frederick Stelver, answering the description of a man wanted by the Christchurch police for forgery, was arrested at Dunedin on Saturday on the arrival of the express, and brought before the Bench yesterday. He was remanded till Wednesday. — [960, 921, 1110, 962]
paragraph: School Prizes, Fancy Goods, Christmas and New Year's Greetings (in Cards and Booklets), Albums, Desks, and Workboxes, — [328, 314, 482, 338]
paragraph: Timaru, November 26, 1888. — [179, 770, 260, 778]
paragraph: THE STOCKWHIP.—We have received the fifth number of The Stockwhip—a publication to which Mr J. M. Verrall, M.H.R., acts chiefly as the editor, with Mr W. Pember Reeves as assistant. It is a bright, smart paper, and is edited with considerable ability. It is exceedingly outspoken and aggressive, and the Government and the banks especially come in for severe handling. It contains a number of very clever caricatures, the artist evidently being a man of some talent. The paper, which is published weekly, is making rapid progress, and there is little doubt it will establish itself firmly in public favor, if it continues to be as bright and spirited as the present numbers are. — [808, 397, 954, 511]
paragraph: told that sheep, cattle, and horses are dying in thousands all over New South Wales in consequence of the drought. The effects of this, of course, will be that people in that colony will require to restock their lands, and consequently we shall get splendid prices for any we may have to spare in this colony. The harvest prospects all over Australia, too, are very dismal, and it is anticipated the yield will be short. This, too, will of course open a market for our products. In 1884 the demand from Australia raised the price of wheat in this colony to over 4s per bushel. In that year there was no demand in England for wheat, and if next season both England and Australia compete for the purchase of our grain we may expect prices we little dream of at the present time. The one thing the farmers of this colony ought to do next season, and that is not to trust too much to the weather. At any cost they ought to save their grain as soon as they possibly can. It will be remembered that the weather all over England was very bad during last summer and autumn, with the result that not only was the harvest yield bad, but it was also badly saved. We have frequently noticed that when there is a dry or wet season in the Old Country this colony experiences somewhat similar weather in the succeeding season. Present appearances give a coloring to this surmise. The weather so far has been very unseasonable, and so it was last summer in England. We hope the weather here will not imitate so closely this year's English harvest weather when our grain is ripe, but let it be remembered that there is a danger in trusting too much to it. Farmers in this colony have been accustomed to trust too much to Providence in saving their crops. In the Old Country no one would think of allowing stacks to remain uncovered, and it would pay farmers to exercise a similar caution in this respect. They get their harvesting done cheaply enough now, and it appears to us that it would pay them to expend a little more in putting tops on the stacks, so as to secure them against bad weather. At any rate the weather is all they have to fear. If they get good weather they will have a good harvest, and the prices are bound to be the best experienced for years. — [488, 20, 642, 362]
paragraph: Priest and Holdgate, Ironmongers, Timaru—Notify that they have sold 40 McCormic reapers and binders to date, and want intending purchasers not to delay as they have not many more to dispose of. — [960, 491, 1110, 524]
paragraph: RAILWAY COMMISSIONERSHIP.—Referring to the Railway Chief Commissionership, the Wellington correspondent of the Press "believes that Mr Dillon Bell has cabled that an eligible gentleman would accept the post on certain specified terms, and that a good deal of correspondence is going on by cable with a view to arriving at a favorable settlement if possible." He adds that it has been hinted to him that it is not unlikely the office may be arranged this week. — [960, 20, 1110, 101]
paragraph: A thunderstorm passed over the Waikato district on Saturday afternoon. A violent south wind blew, accompanied by a fall of snow, which whitened the streets of Hamilton. Snow also fell at Kawhia. There was a hailstorm at the Thames. It was fine at Auckland. — [960, 963, 1110, 1012]
signature: WILLIAM WHEELBAND, Rangitata Bridge Hotel. — [21, 1066, 166, 1074]
paragraph: OUR VOLUNTEERS.—Lieutenant-Colonel Bailey and Captains Wright, Messon, and Jackson are appointed trustees of the Timaru Drill Shed. Captain Jackson is appointed a member of the Board of Examiners of candidates for commissions in the New Zealand Militia and Volunteers for the South Canterbury district. — [648, 602, 802, 659]
ad-code: no27 — [468, 232, 482, 240]
heading: FRIDAY, THE 7TH DECEMBER, 1888. — [16, 243, 154, 253]
paragraph: Geraldine County Anglers' Society—Notice re fishing competition and fish dinner. — [960, 431, 1110, 447]
heading: V. R. — [238, 793, 256, 803]
paragraph: IN THE DISTRICT COURT OF TIMARU AND OAMARU (being a local Court of Bankruptcy) holden at Timaru. — [172, 532, 322, 556]
column-5 — [648, 20, 802, 1562]
paragraph: Geraldine County Council—Important notice to persons in Rangitata and Orari water district. — [960, 448, 1110, 465]
ad-code: no8 — [155, 804, 166, 812]
display-heading: W. FERRIER, — [219, 1086, 275, 1097]
rule — [328, 111, 482, 112]
